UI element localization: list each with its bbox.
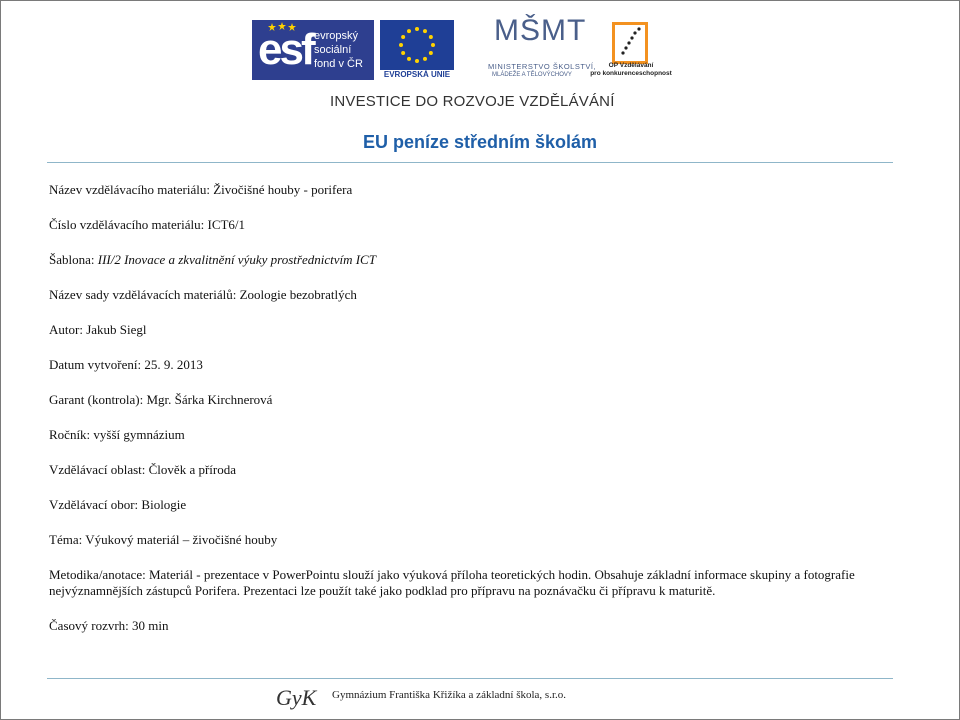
- field-cislo: [49, 217, 909, 233]
- footer-text: Gymnázium Františka Křižíka a základní škola, s.r.o.: [332, 689, 566, 701]
- eu-logo: [380, 20, 454, 80]
- field-value: Mgr. Šárka Kirchnerová: [146, 392, 273, 407]
- esf-line2: sociální: [314, 44, 352, 56]
- eu-star: [407, 29, 411, 33]
- field-oblast: [49, 462, 909, 478]
- msmt-line1: MINISTERSTVO ŠKOLSTVÍ,: [488, 62, 597, 71]
- field-rocnik: [49, 427, 909, 443]
- eu-flag: [380, 20, 454, 70]
- field-label: Vzdělávací oblast:: [49, 462, 146, 477]
- field-value: vyšší gymnázium: [93, 427, 185, 442]
- field-label: Název sady vzdělávacích materiálů:: [49, 287, 237, 302]
- eu-star: [399, 43, 403, 47]
- op-dots-icon: [615, 25, 645, 61]
- field-label: Autor:: [49, 322, 83, 337]
- field-label: Garant (kontrola):: [49, 392, 144, 407]
- eu-label: EVROPSKÁ UNIE: [383, 70, 451, 79]
- field-garant: [49, 392, 909, 408]
- eu-star: [415, 27, 419, 31]
- msmt-line2: MLÁDEŽE A TĚLOVÝCHOVY: [492, 72, 572, 78]
- field-value: Materiál - prezentace v PowerPointu slouží jako výuková příloha teoretických hodin. Obsahuje základní informace skupiny a fotografie nejvýznamnějších zástupců Porifera. Prezentaci lze použít také jako podklad pro přípravu na poznávačku či přípravu k maturitě.: [49, 567, 855, 598]
- field-label: Číslo vzdělávacího materiálu:: [49, 217, 205, 232]
- eu-star: [423, 57, 427, 61]
- eu-stars-icon: [380, 20, 454, 70]
- investice-heading: INVESTICE DO ROZVOJE VZDĚLÁVÁNÍ: [330, 93, 615, 110]
- op-label: [590, 62, 672, 78]
- eu-star: [415, 59, 419, 63]
- field-label: Šablona:: [49, 252, 95, 267]
- op-line2: pro konkurenceschopnost: [590, 70, 672, 77]
- field-label: Časový rozvrh:: [49, 618, 129, 633]
- esf-line1: evropský: [314, 30, 359, 42]
- eu-star: [401, 51, 405, 55]
- field-label: Ročník:: [49, 427, 91, 442]
- esf-mark: esf: [258, 25, 313, 74]
- msmt-mark: MŠMT: [494, 14, 587, 47]
- eu-star: [423, 29, 427, 33]
- eu-star: [429, 51, 433, 55]
- field-value: Jakub Siegl: [86, 322, 147, 337]
- op-line1: OP Vzdělávání: [608, 62, 654, 69]
- page-title: EU peníze středním školám: [362, 132, 598, 152]
- field-sada: [49, 287, 909, 303]
- field-label: Název vzdělávacího materiálu:: [49, 182, 210, 197]
- school-logo: GyK: [276, 685, 317, 710]
- field-tema: [49, 532, 909, 548]
- top-divider: [47, 162, 893, 163]
- field-label: Metodika/anotace:: [49, 567, 146, 582]
- field-value: III/2 Inovace a zkvalitnění výuky prostřednictvím ICT: [97, 252, 376, 267]
- msmt-logo: [488, 14, 597, 82]
- esf-line3: fond v ČR: [314, 58, 363, 70]
- field-rozvrh: [49, 618, 909, 634]
- field-value: 25. 9. 2013: [144, 357, 203, 372]
- eu-star: [407, 57, 411, 61]
- bottom-divider: [47, 678, 893, 679]
- field-value: Výukový materiál – živočišné houby: [85, 532, 278, 547]
- field-value: Živočišné houby - porifera: [213, 182, 353, 197]
- field-obor: [49, 497, 909, 513]
- field-value: Člověk a příroda: [148, 462, 237, 477]
- field-label: Datum vytvoření:: [49, 357, 142, 372]
- metadata-list: [49, 182, 909, 653]
- esf-logo: [252, 20, 374, 80]
- field-autor: [49, 322, 909, 338]
- eu-star: [401, 35, 405, 39]
- field-value: Zoologie bezobratlých: [239, 287, 357, 302]
- op-logo: [590, 18, 672, 82]
- field-value: Biologie: [141, 497, 187, 512]
- field-metodika: [49, 567, 909, 599]
- field-datum: [49, 357, 909, 373]
- logo-bar: [252, 16, 672, 84]
- field-sablona: [49, 252, 909, 268]
- field-nazev: [49, 182, 909, 198]
- op-square-icon: [612, 22, 648, 64]
- field-label: Vzdělávací obor:: [49, 497, 139, 512]
- field-value: 30 min: [132, 618, 169, 633]
- field-label: Téma:: [49, 532, 83, 547]
- eu-star: [431, 43, 435, 47]
- eu-star: [429, 35, 433, 39]
- field-value: ICT6/1: [207, 217, 246, 232]
